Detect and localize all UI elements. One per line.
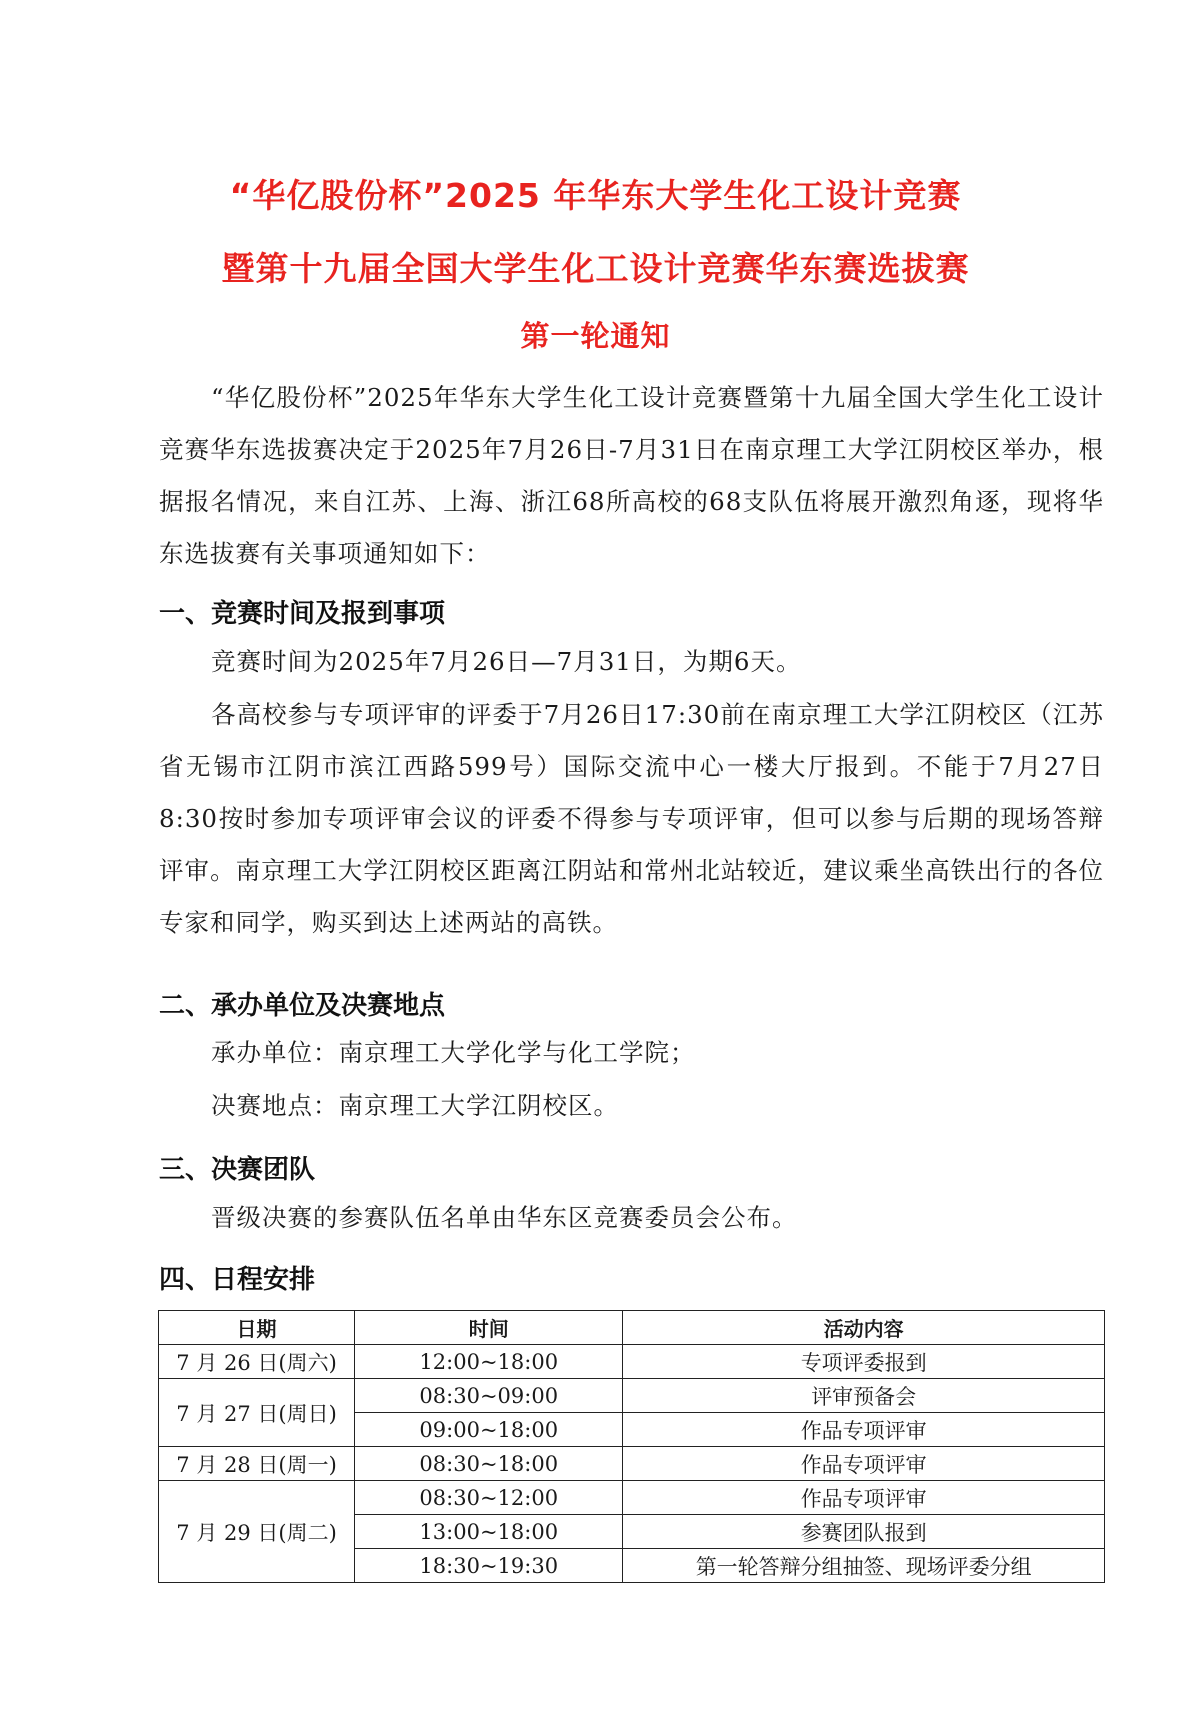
date-cell: 7 月 27 日(周日): [159, 1379, 355, 1447]
table-row: [159, 1345, 1105, 1379]
date-cell: 7 月 26 日(周六): [159, 1345, 355, 1379]
column-header-date: 日期: [159, 1311, 355, 1345]
time-cell: 13:00~18:00: [355, 1515, 623, 1549]
activity-cell: 参赛团队报到: [623, 1515, 1105, 1549]
section-3-paragraph-1: 晋级决赛的参赛队伍名单由华东区竞赛委员会公布。: [211, 1203, 798, 1232]
column-header-activity: 活动内容: [623, 1311, 1105, 1345]
table-row: [159, 1447, 1105, 1481]
section-1-heading: 一、竞赛时间及报到事项: [159, 599, 446, 629]
schedule-table: [158, 1310, 1105, 1583]
table-row: [159, 1481, 1105, 1515]
activity-cell: 作品专项评审: [623, 1413, 1105, 1447]
title-line-2: 暨第十九届全国大学生化工设计竞赛华东赛选拔赛: [221, 249, 970, 288]
column-header-time: 时间: [355, 1311, 623, 1345]
activity-cell: 作品专项评审: [623, 1481, 1105, 1515]
section-2-paragraph-1: 承办单位：南京理工大学化学与化工学院；: [211, 1038, 696, 1067]
activity-cell: 作品专项评审: [623, 1447, 1105, 1481]
activity-cell: 评审预备会: [623, 1379, 1105, 1413]
section-3-heading: 三、决赛团队: [159, 1155, 316, 1185]
section-2-paragraph-2: 决赛地点：南京理工大学江阴校区。: [211, 1091, 619, 1120]
time-cell: 08:30~12:00: [355, 1481, 623, 1515]
time-cell: 08:30~18:00: [355, 1447, 623, 1481]
section-1-paragraph-2: 各高校参与专项评审的评委于7月26日17:30前在南京理工大学江阴校区（江苏省无锡市江阴市滨江西路599号）国际交流中心一楼大厅报到。不能于7月27日8:30按时参加专项评审会议的评委不得参与专项评审，但可以参与后期的现场答辩评审。南京理工大学江阴校区距离江阴站和常州北站较近，建议乘坐高铁出行的各位专家和同学，购买到达上述两站的高铁。: [159, 700, 1104, 937]
time-cell: 12:00~18:00: [355, 1345, 623, 1379]
activity-cell: 专项评委报到: [623, 1345, 1105, 1379]
time-cell: 09:00~18:00: [355, 1413, 623, 1447]
title-line-1: “华亿股份杯”2025 年华东大学生化工设计竞赛: [229, 176, 962, 215]
activity-cell: 第一轮答辩分组抽签、现场评委分组: [623, 1549, 1105, 1583]
section-2-heading: 二、承办单位及决赛地点: [159, 991, 446, 1021]
title-line-3: 第一轮通知: [520, 319, 671, 353]
section-1-paragraph-1: 竞赛时间为2025年7月26日—7月31日，为期6天。: [211, 647, 802, 676]
table-row: [159, 1379, 1105, 1413]
date-cell: 7 月 28 日(周一): [159, 1447, 355, 1481]
time-cell: 18:30~19:30: [355, 1549, 623, 1583]
date-cell: 7 月 29 日(周二): [159, 1481, 355, 1583]
table-header-row: [159, 1311, 1105, 1345]
section-4-heading: 四、日程安排: [159, 1265, 316, 1295]
time-cell: 08:30~09:00: [355, 1379, 623, 1413]
intro-paragraph: “华亿股份杯”2025年华东大学生化工设计竞赛暨第十九届全国大学生化工设计竞赛华东选拔赛决定于2025年7月26日-7月31日在南京理工大学江阴校区举办，根据报名情况，来自江苏、上海、浙江68所高校的68支队伍将展开激烈角逐，现将华东选拔赛有关事项通知如下：: [159, 383, 1104, 568]
